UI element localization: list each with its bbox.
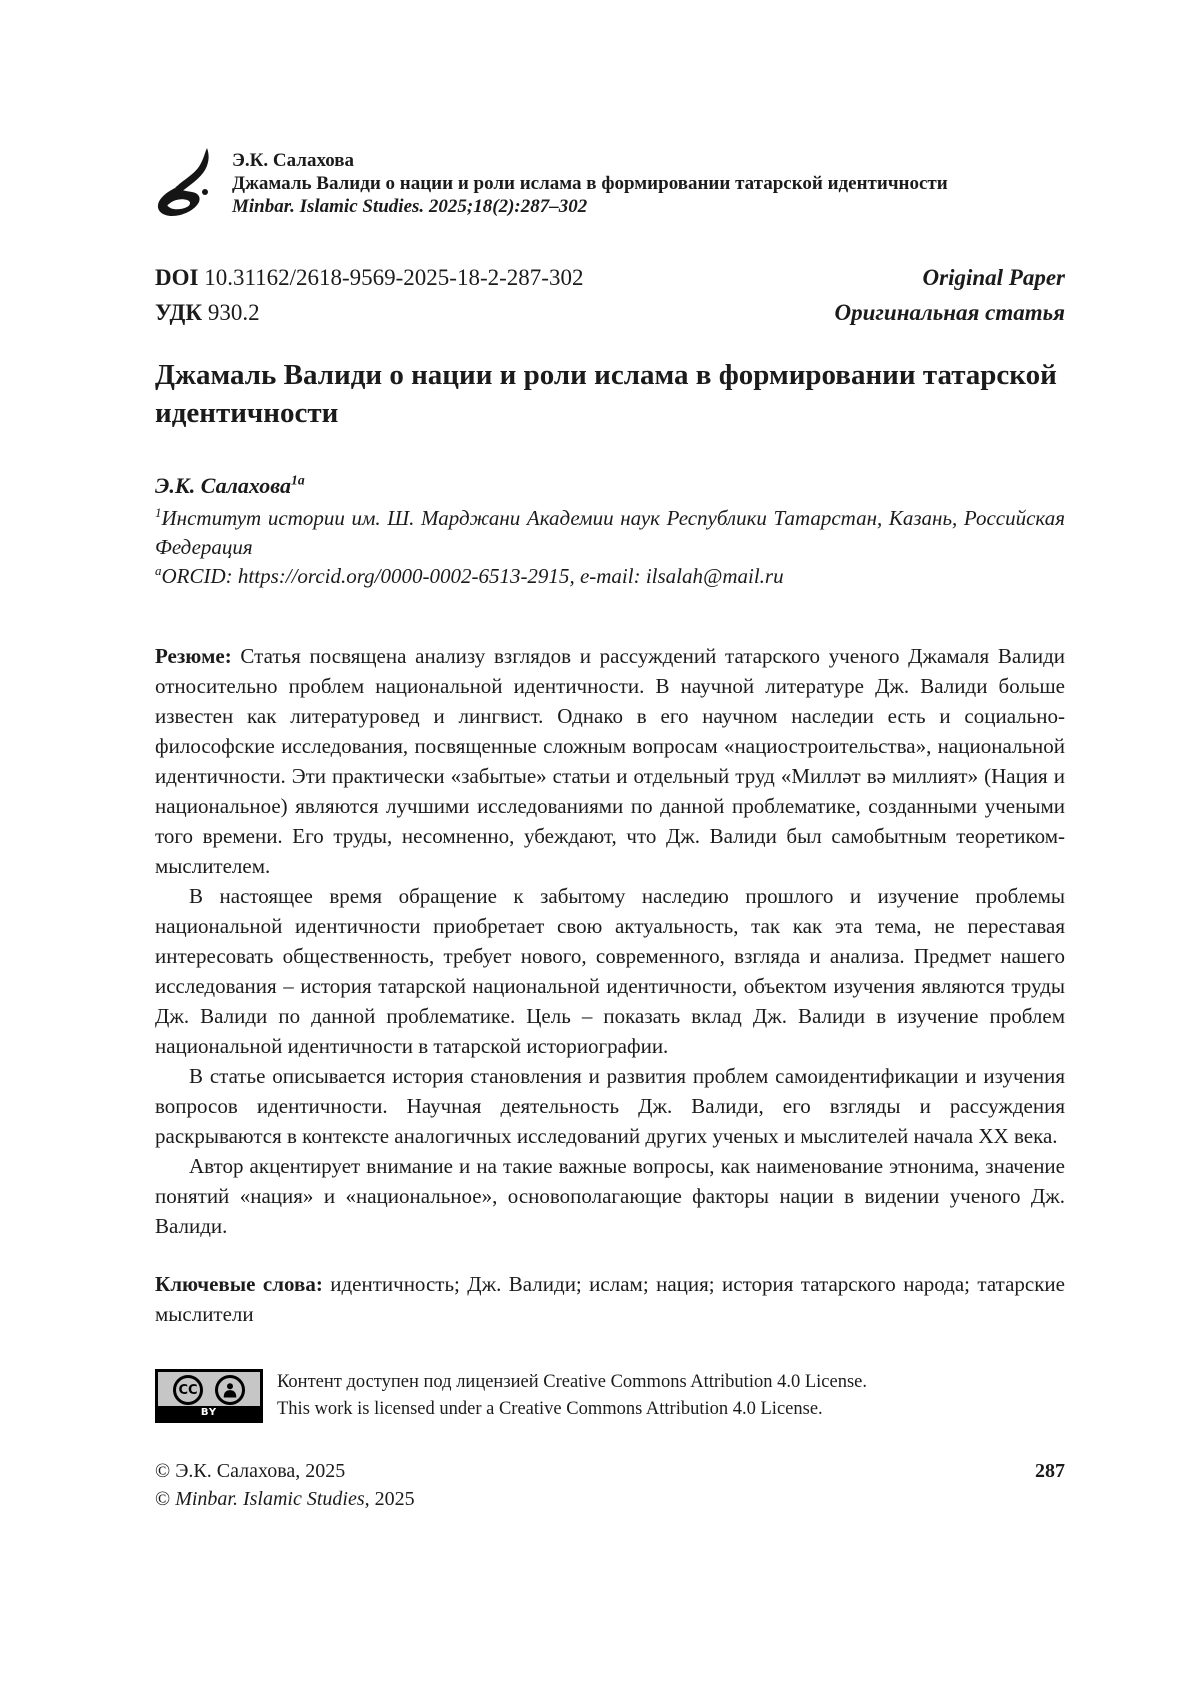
copyright-journal: © Minbar. Islamic Studies, 2025	[155, 1488, 415, 1510]
affiliation-superscript: 1	[155, 505, 162, 520]
abstract-paragraph: Резюме: Статья посвящена анализу взглядов и рассуждений татарского ученого Джамаля Валиди относительно проблем национальной идентичности. В научной литературе Дж. Валиди больше известен как литературовед и лингвист. Однако в его научном наследии есть и социально-философские исследования, посвященные сложным вопросам «нациостроительства», национальной идентичности. Эти практически «забытые» статьи и отдельный труд «Милләт вә миллият» (Нация и национальное) являются лучшими исследованиями по данной проблематике, созданными учеными того времени. Его труды, несомненно, убеждают, что Дж. Валиди был самобытным теоретиком-мыслителем.	[155, 644, 1065, 878]
orcid-line	[155, 562, 1065, 591]
author-superscript: 1a	[291, 472, 305, 488]
udk-label: УДК	[155, 300, 203, 325]
orcid-link[interactable]: https://orcid.org/0000-0002-6513-2915	[237, 564, 570, 588]
author-block	[155, 472, 1065, 591]
article-type-en: Original Paper	[922, 265, 1065, 290]
doi-value: 10.31162/2618-9569-2025-18-2-287-302	[204, 265, 584, 290]
running-head-author: Э.К. Салахова	[232, 150, 355, 171]
abstract-paragraph: В настоящее время обращение к забытому наследию прошлого и изучение проблемы национальной идентичности приобретает свою актуальность, так как эта тема, не переставая интересовать общественность, требует нового, современного, взгляда и анализа. Предмет нашего исследования – история татарской национальной идентичности, объектом изучения являются труды Дж. Валиди по данной проблематике. Цель – показать вклад Дж. Валиди в изучение проблем национальной идентичности в татарской историографии.	[155, 884, 1065, 1058]
abstract-paragraph: В статье описывается история становления и развития проблем самоидентификации и изучения вопросов идентичности. Научная деятельность Дж. Валиди, его взгляды и рассуждения раскрываются в контексте аналогичных исследований других ученых и мыслителей начала XX века.	[155, 1064, 1065, 1148]
cc-logo-icon: CC	[173, 1375, 203, 1405]
article-title: Джамаль Валиди о нации и роли ислама в формировании татарской идентичности	[155, 359, 1057, 429]
abstract-label: Резюме:	[155, 644, 232, 668]
cc-person-icon	[215, 1375, 245, 1405]
author-name: Э.К. Салахова$^{1a}$	[155, 472, 305, 498]
doi-line	[155, 260, 583, 295]
journal-name: Minbar. Islamic Studies	[175, 1488, 365, 1510]
running-head-article-title: Джамаль Валиди о нации и роли ислама в формировании татарской идентичности	[232, 173, 948, 194]
orcid-superscript: a	[155, 563, 162, 578]
cc-by-badge-icon	[155, 1369, 263, 1423]
license-text-en: This work is licensed under a Creative Commons Attribution 4.0 License.	[277, 1399, 823, 1419]
copyright-author: © Э.К. Салахова, 2025	[155, 1460, 346, 1482]
abstract-paragraph: Автор акцентирует внимание и на такие важные вопросы, как наименование этнонима, значение понятий «нация» и «национальное», основополагающие факторы нации в видении ученого Дж. Валиди.	[155, 1154, 1065, 1238]
page-number: 287	[1035, 1460, 1065, 1482]
udk-value: 930.2	[207, 300, 260, 325]
keywords-line	[155, 1269, 1065, 1329]
page-footer	[155, 1457, 1065, 1513]
email-link[interactable]: ilsalah@mail.ru	[645, 564, 784, 588]
license-block	[155, 1369, 1065, 1423]
keywords-text: идентичность; Дж. Валиди; ислам; нация; история татарского народа; татарские мыслители	[155, 1272, 1065, 1326]
udk-line	[155, 295, 260, 330]
article-meta	[155, 260, 1065, 330]
cc-by-label: BY	[158, 1406, 260, 1420]
keywords-label: Ключевые слова:	[155, 1272, 323, 1296]
minbar-logo-icon	[155, 148, 217, 218]
orcid-label: ORCID:	[161, 564, 233, 588]
license-text-ru: Контент доступен под лицензией Creative Commons Attribution 4.0 License.	[277, 1372, 867, 1392]
abstract	[155, 641, 1065, 1241]
article-type-ru: Оригинальная статья	[834, 300, 1065, 325]
running-head	[155, 148, 1065, 218]
author-affiliation: $^1$Институт истории им. Ш. Марджани Академии наук Республики Татарстан, Казань, Российская Федерация	[155, 505, 1065, 559]
doi-label: DOI	[155, 265, 199, 290]
email-label: , e-mail:	[569, 564, 641, 588]
running-head-journal-ref: Minbar. Islamic Studies. 2025;18(2):287–302	[232, 196, 588, 217]
